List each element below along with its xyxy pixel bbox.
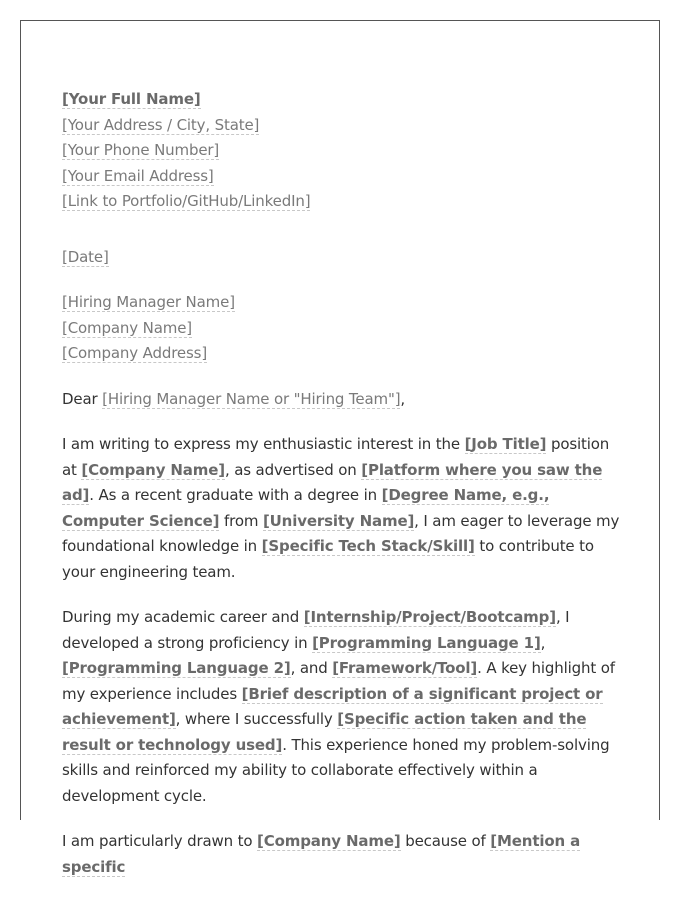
framework-field[interactable]: [Framework/Tool]	[332, 659, 478, 677]
text: During my academic career and	[62, 608, 304, 626]
company-name-field[interactable]: [Company Name]	[257, 832, 401, 850]
text: , and	[290, 659, 333, 677]
mention-field[interactable]: [Mention a specific	[62, 832, 581, 876]
sender-name[interactable]: [Your Full Name]	[62, 90, 201, 108]
document-page	[20, 20, 660, 876]
language1-field[interactable]: [Programming Language 1]	[312, 633, 541, 652]
recipient-address[interactable]: [Company Address]	[62, 344, 208, 362]
project-field[interactable]: [Brief description of a significant project or achievement]	[62, 684, 603, 728]
sender-phone[interactable]: [Your Phone Number]	[62, 141, 220, 159]
text: , where I successfully	[175, 710, 338, 728]
recipient-manager[interactable]: [Hiring Manager Name]	[62, 293, 235, 311]
text: , I developed a strong proficiency in	[62, 608, 570, 652]
paragraph-company-interest	[62, 829, 627, 880]
text: . A key highlight of my experience includes	[62, 659, 615, 703]
job-title-field[interactable]: [Job Title]	[464, 435, 547, 453]
text: . As a recent graduate with a degree in	[89, 486, 382, 504]
sender-email[interactable]: [Your Email Address]	[62, 166, 214, 185]
text: because of	[400, 832, 491, 850]
text: I am particularly drawn to	[62, 832, 257, 850]
date-block	[62, 245, 627, 271]
recipient-block	[62, 290, 627, 367]
text: , I am eager to leverage my foundational knowledge in	[62, 511, 620, 555]
salutation	[62, 387, 627, 413]
text: position at	[62, 435, 610, 479]
platform-field[interactable]: [Platform where you saw the ad]	[62, 460, 603, 504]
recipient-company[interactable]: [Company Name]	[62, 318, 192, 337]
tech-stack-field[interactable]: [Specific Tech Stack/Skill]	[261, 537, 475, 555]
action-field[interactable]: [Specific action taken and the result or technology used]	[62, 710, 587, 754]
sender-address[interactable]: [Your Address / City, State]	[62, 115, 260, 134]
sender-block	[62, 87, 627, 215]
text: to contribute to your engineering team.	[62, 537, 594, 581]
salutation-prefix: Dear	[62, 389, 103, 408]
date-field[interactable]: [Date]	[62, 247, 109, 266]
sender-link[interactable]: [Link to Portfolio/GitHub/LinkedIn]	[62, 192, 311, 210]
text: . This experience honed my problem-solving skills and reinforced my ability to collaborate effectively within a development cycle.	[62, 735, 610, 805]
degree-field[interactable]: [Degree Name, e.g., Computer Science]	[62, 486, 550, 530]
text: I am writing to express my enthusiastic interest in the	[62, 435, 465, 453]
letter-body	[62, 87, 627, 880]
paragraph-intro	[62, 432, 627, 585]
language2-field[interactable]: [Programming Language 2]	[62, 659, 291, 677]
text: from	[219, 511, 263, 530]
paragraph-experience	[62, 605, 627, 809]
salutation-name[interactable]: [Hiring Manager Name or "Hiring Team"]	[102, 389, 401, 408]
university-field[interactable]: [University Name]	[262, 511, 415, 530]
company-name-field[interactable]: [Company Name]	[81, 460, 225, 479]
text: ,	[540, 633, 546, 652]
text: , as advertised on	[224, 460, 362, 479]
salutation-suffix: ,	[400, 389, 406, 408]
internship-field[interactable]: [Internship/Project/Bootcamp]	[303, 608, 556, 626]
